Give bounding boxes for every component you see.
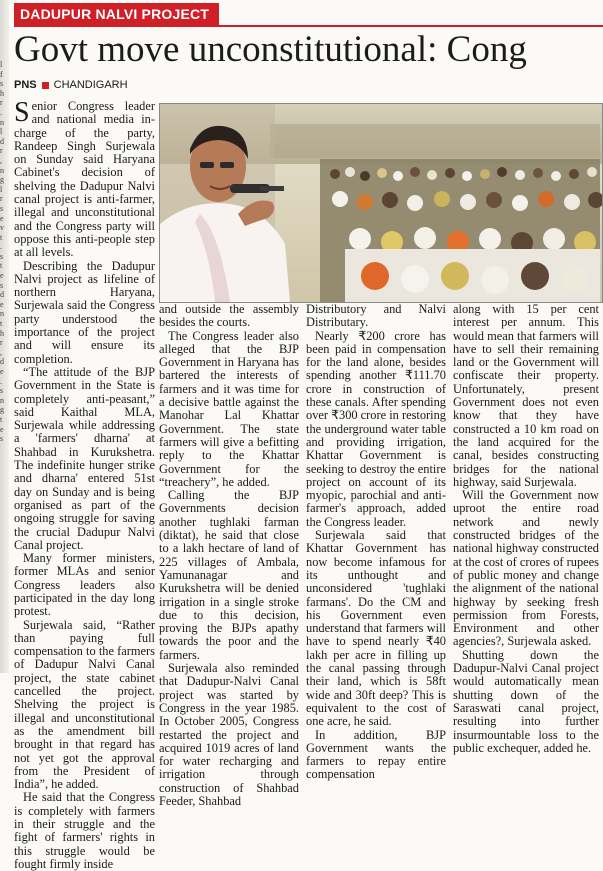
article-column-1 [14,97,155,871]
article-paragraph: Nearly ₹200 crore has been paid in compensation for the land alone, besides spending another ₹111.70 crore in construction of these canals. After spending over ₹300 crore in restoring the underground water table and providing irrigation, Khattar Government is seeking to destroy the entire project on account of its myopic, parochial and anti-farmer's approach, added the Congress leader. [306,328,447,529]
article-paragraph: In addition, BJP Government wants the farmers to repay entire compensation [306,727,446,782]
agency-credit: PNS [14,79,37,91]
article-paragraph: along with 15 per cent interest per annum. This would mean that farmers will have to sell their remaining land or the Government will confiscate their property. Unfortunately, present Government does not even know that they have constructed a 10 km road on the land acquired for the canal, besides constructing bridges for the national highway, said Surjewala. [453,302,599,489]
section-kicker: DADUPUR NALVI PROJECT [14,3,219,25]
kicker-rule [14,25,603,27]
article-paragraph: Surjewala also reminded that Dadupur-Nalvi Canal project was started by Congress in the year 1985. In October 2005, Congress restarted the project and acquired 1019 acres of land for water recharging and irrigation through construction of Shahbad Feeder, Shahbad [159,661,299,808]
rally-photo-illustration [160,104,602,302]
article-paragraph: Senior Congress leader and national media in-charge of the party, Randeep Singh Surjewala on Sunday said Haryana Cabinet's decision of shelving the Dadupur Nalvi canal project is anti-farmer, illegal and unconstitutional and the Congress party will oppose this anti-people step at all levels. [14,97,155,260]
article-paragraph: and outside the assembly besides the courts. [159,302,299,330]
article-paragraph: He said that the Congress is completely with farmers in their struggle and the fight of farmers' rights in this struggle would be fought firmly inside [14,790,155,871]
article-column-3 [306,303,446,782]
article-paragraph: “The attitude of the BJP Government in the State is completely anti-peasant,” said Kaithal MLA, Surjewala while addressing a 'farmers' dharna' at Shahbad in Kurukshetra. The indefinite hunger strike and dharna' entered 51st day on Sunday and is being organised as part of the ongoing struggle for saving the crucial Dadupur Nalvi Canal project. [14,364,155,552]
dateline-square-icon [42,82,49,89]
adjacent-column-fragment: l f s h r . n l d r , n g l r s e v t . s t e s d e n t h r , d e . s n g t e s [0,60,4,444]
article-paragraph: Distributory and Nalvi Distributary. [306,302,446,330]
headline: Govt move unconstitutional: Cong [14,29,527,70]
article-paragraph: Calling the BJP Governments decision another tughlaki farman (diktat), he said that close to a lakh hectare of land of 225 villages of Ambala, Yamunanagar and Kurukshetra will be denied irrigation in a single stroke due to this decision, proving the BJPs apathy towards the poor and the farmers. [159,488,299,662]
dateline [14,78,128,92]
drop-cap: S [14,97,30,128]
article-paragraph: Surjewala said, “Rather than paying full compensation to the farmers of Dadupur Nalvi Canal project, the state cabinet cancelled the project. Shelving the project is illegal and unconstitutional as the amendment bill brought in that regard has not yet got the approval from the President of India”, he added. [14,617,155,792]
article-paragraph: Describing the Dadupur Nalvi project as lifeline of northern Haryana, Surjewala said the Congress party understood the importance of the project and will ensure its completion. [14,258,155,366]
article-paragraph: Will the Government now uproot the entire road network and newly constructed bridges of the national highway constructed at the cost of crores of rupees of public money and change the alignment of the national highway by seeking fresh permission from Forests, Environment and other agencies?, Surjewala asked. [453,488,599,649]
article-column-2 [159,303,299,808]
news-photo [159,103,603,303]
dateline-location: CHANDIGARH [53,79,128,91]
article-paragraph: Many former ministers, former MLAs and senior Congress leaders also participated in the day long protest. [14,551,155,619]
article-paragraph: Surjewala said that Khattar Government has now become infamous for its unthought and unconsidered 'tughlaki farmans'. Do the CM and his Government even understand that farmers will have to spend nearly ₹40 lakh per acre in filling up the canal passing through their land, which is 58ft wide and 30ft deep? This is equivalent to the cost of one acre, he said. [306,528,446,729]
article-paragraph: Shutting down the Dadupur-Nalvi Canal project would automatically mean shutting down of the Saraswati canal project, resulting into further insurmountable loss to the public exchequer, added he. [453,647,599,755]
article-paragraph: The Congress leader also alleged that the BJP Government in Haryana has bartered the interests of farmers and it was time for a decisive battle against the Manohar Lal Khattar Government. The state farmers will give a befitting reply to the Khattar Government for the “treachery”, he added. [159,328,299,489]
article-column-4 [453,303,599,755]
